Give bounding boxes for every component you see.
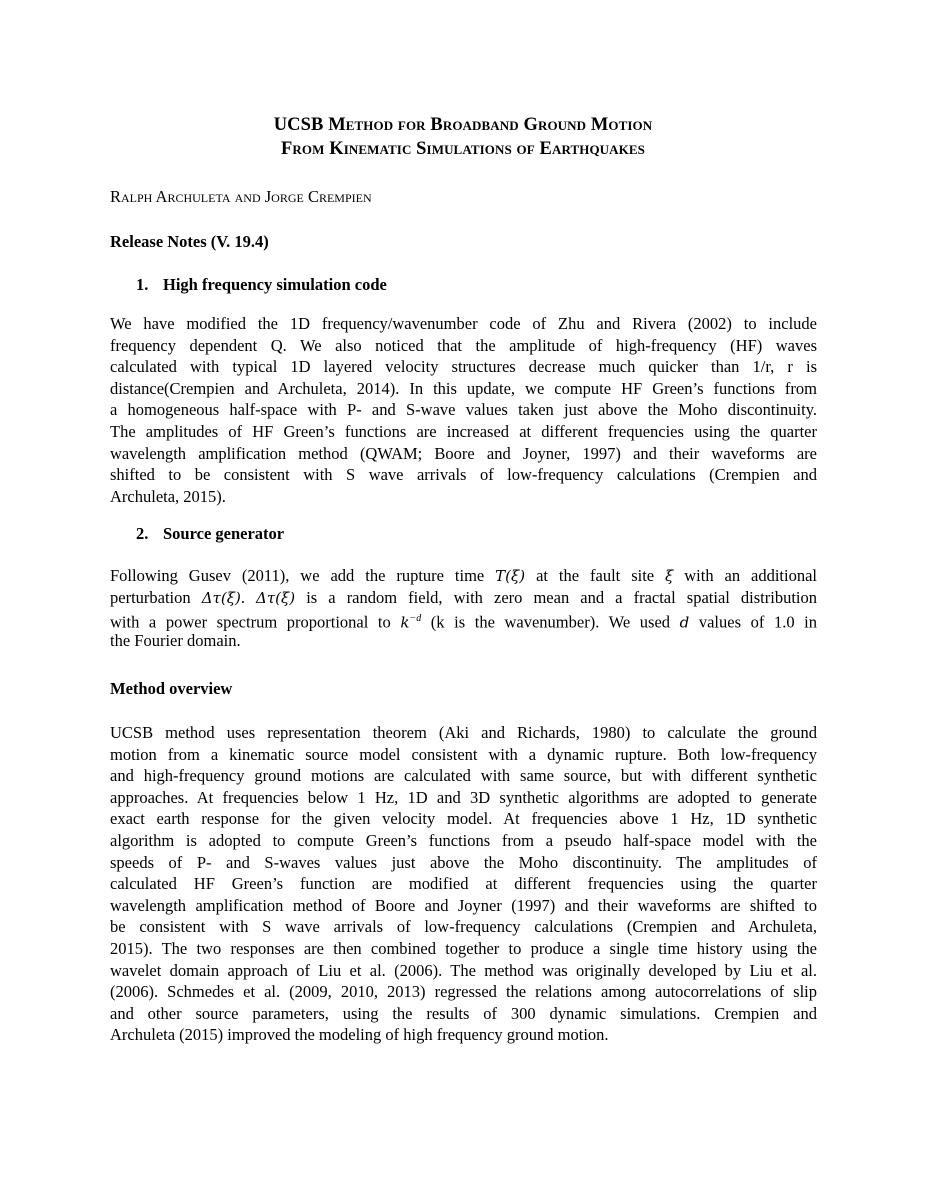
paragraph-line: approaches. At frequencies below 1 Hz, 1D and 3D synthetic algorithms are adopted to generate	[110, 787, 817, 807]
section-1-heading	[136, 275, 387, 295]
text-run: with a power spectrum proportional to	[110, 612, 401, 632]
paragraph-line: exact earth response for the given velocity model. At frequencies above 1 Hz, 1D synthetic	[110, 809, 817, 829]
math-wavenumber: k	[400, 613, 410, 632]
title-line-1: UCSB Method for Broadband Ground Motion	[273, 115, 653, 135]
paragraph-line: wavelength amplification method of Boore and Joyner (1997) and their waveforms are shifted to	[110, 895, 817, 915]
paragraph-line: wavelength amplification method (QWAM; Boore and Joyner, 1997) and their waveforms are	[110, 443, 817, 463]
section-2-heading	[136, 524, 284, 544]
paragraph-line: calculated with typical 1D layered velocity structures decrease much quicker than 1/r, r is	[110, 357, 817, 377]
document-title	[0, 113, 926, 161]
text-run: Following Gusev (2011), we add the rupture time	[110, 566, 496, 585]
paragraph-line	[110, 565, 817, 587]
paragraph-line: shifted to be consistent with S wave arrivals of low-frequency calculations (Crempien and	[110, 465, 817, 485]
section-2-paragraph	[110, 565, 817, 651]
paragraph-line: motion from a kinematic source model consistent with a dynamic rupture. Both low-frequency	[110, 744, 817, 764]
section-2-title: Source generator	[163, 524, 285, 543]
math-fault-site: ξ	[665, 567, 674, 585]
paragraph-line: calculated HF Green’s function are modified at different frequencies using the quarter	[110, 874, 817, 894]
paragraph-line: Archuleta, 2015).	[110, 486, 226, 506]
text-run: .	[240, 587, 257, 607]
paragraph-line: and other source parameters, using the results of 300 dynamic simulations. Crempien and	[110, 1003, 817, 1023]
paragraph-line: (2006). Schmedes et al. (2009, 2010, 2013) regressed the relations among autocorrelations of slip	[110, 982, 817, 1002]
paragraph-line: frequency dependent Q. We also noticed that the amplitude of high-frequency (HF) waves	[110, 335, 817, 355]
paragraph-line: algorithm is adopted to compute Green’s functions from a pseudo half-space model with the	[110, 830, 817, 850]
section-1-number: 1.	[136, 275, 149, 294]
text-run: with an additional	[673, 566, 818, 585]
math-perturbation: Δτ(ξ)	[201, 588, 241, 607]
text-run: is a random field, with zero mean and a fractal spatial distribution	[295, 587, 818, 607]
paragraph-line: The amplitudes of HF Green’s functions are increased at different frequencies using the quarter	[110, 421, 817, 441]
section-1-title: High frequency simulation code	[163, 275, 387, 294]
section-1-paragraph	[110, 313, 817, 507]
text-run: values of 1.0 in	[689, 612, 818, 632]
paragraph-line: 2015). The two responses are then combined together to produce a single time history using the	[110, 938, 817, 958]
paragraph-line: UCSB method uses representation theorem (Aki and Richards, 1980) to calculate the ground	[110, 723, 817, 742]
section-2-number: 2.	[136, 524, 149, 543]
paragraph-line: distance(Crempien and Archuleta, 2014). In this update, we compute HF Green’s functions from	[110, 378, 817, 398]
paragraph-line	[110, 608, 817, 630]
release-notes-heading: Release Notes (V. 19.4)	[110, 232, 269, 251]
method-overview-paragraph	[110, 722, 817, 1046]
paragraph-line: wavelet domain approach of Liu et al. (2006). The method was originally developed by Liu et al.	[110, 960, 817, 980]
math-exponent: −d	[409, 613, 422, 625]
text-run: perturbation	[110, 587, 202, 607]
paragraph-line: speeds of P- and S-waves values just above the Moho discontinuity. The amplitudes of	[110, 852, 817, 872]
authors: Ralph Archuleta and Jorge Crempien	[110, 187, 372, 206]
paragraph-line: Archuleta (2015) improved the modeling of high frequency ground motion.	[110, 1025, 609, 1045]
method-overview-heading: Method overview	[110, 679, 233, 698]
paragraph-line: and high-frequency ground motions are calculated with same source, but with different synthetic	[110, 766, 817, 786]
math-perturbation: Δτ(ξ)	[256, 588, 296, 607]
paragraph-line: a homogeneous half-space with P- and S-wave values taken just above the Moho discontinuity.	[110, 400, 817, 420]
text-run: (k is the wavenumber). We used	[421, 612, 680, 632]
title-line-2: From Kinematic Simulations of Earthquakes	[281, 139, 645, 159]
paragraph-line: the Fourier domain.	[110, 630, 241, 650]
math-rupture-time: T(ξ)	[495, 567, 526, 585]
paragraph-line	[110, 587, 817, 609]
paragraph-line: We have modified the 1D frequency/wavenumber code of Zhu and Rivera (2002) to include	[110, 314, 817, 333]
text-run: at the fault site	[525, 566, 666, 585]
math-d: d	[679, 613, 690, 632]
paragraph-line: be consistent with S wave arrivals of low-frequency calculations (Crempien and Archuleta,	[110, 917, 817, 937]
